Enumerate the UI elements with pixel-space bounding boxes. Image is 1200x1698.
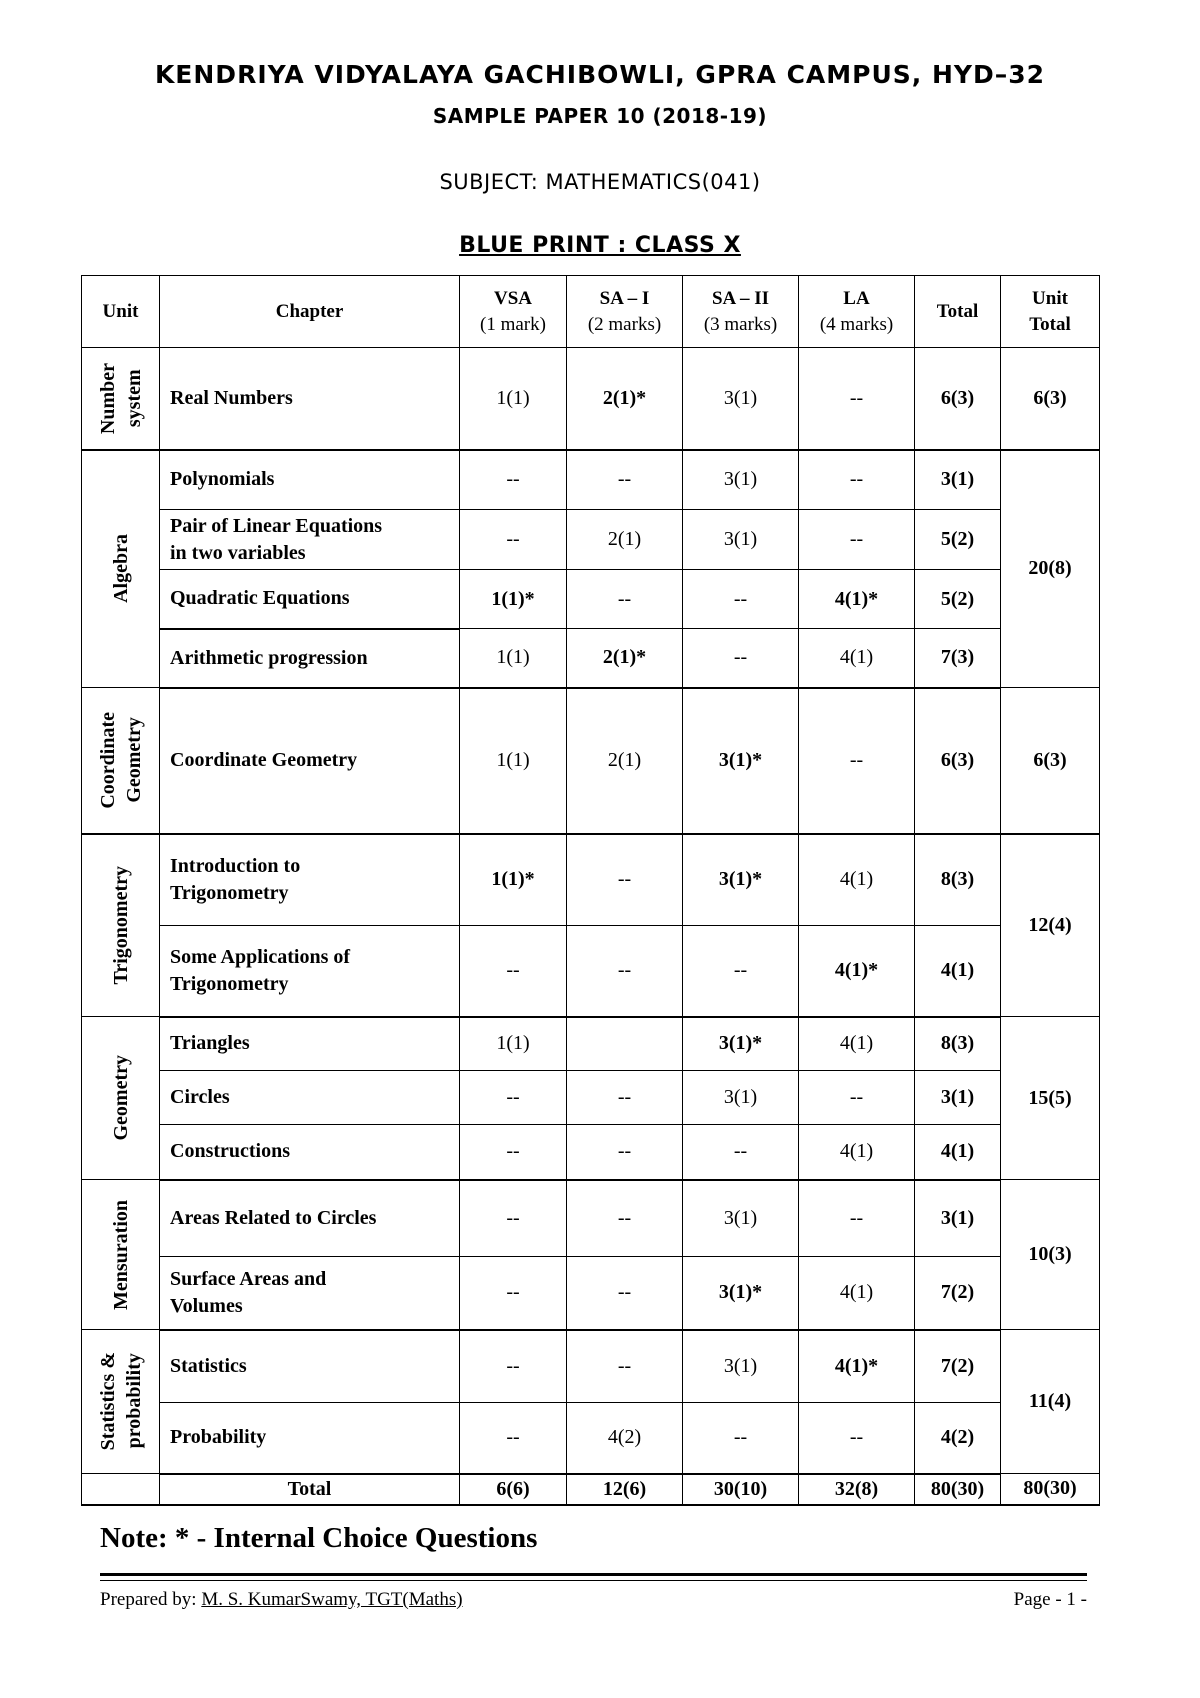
- la-cell: --: [799, 688, 915, 834]
- sa1-cell: --: [567, 926, 683, 1017]
- unit-number-system-1: Number: [96, 362, 119, 434]
- chapter-cell: Arithmetic progression: [160, 629, 460, 688]
- vsa-cell: 1(1)*: [460, 570, 567, 629]
- blueprint-table: [81, 275, 1100, 1506]
- vsa-cell: 1(1)*: [460, 834, 567, 926]
- sa1-cell: 2(1)*: [567, 629, 683, 688]
- unit-coordinate-2: Geometry: [122, 717, 145, 803]
- vsa-cell: 1(1): [460, 629, 567, 688]
- total-cell: 5(2): [915, 570, 1001, 629]
- unit-total-cell: 6(3): [1001, 688, 1100, 834]
- table-row: [82, 1180, 1100, 1257]
- unit-coordinate-geometry: [82, 688, 160, 834]
- la-cell: --: [799, 450, 915, 510]
- chapter-cell: Areas Related to Circles: [160, 1180, 460, 1257]
- sa1-cell: --: [567, 570, 683, 629]
- table-row: [82, 1257, 1100, 1330]
- header-sa1-sub: (2 marks): [587, 313, 662, 335]
- note: Note: * - Internal Choice Questions: [100, 1522, 538, 1554]
- total-cell: 4(1): [915, 926, 1001, 1017]
- vsa-cell: --: [460, 1180, 567, 1257]
- school-name: KENDRIYA VIDYALAYA GACHIBOWLI, GPRA CAMPUS, HYD–32: [154, 60, 1046, 89]
- unit-total-cell: 11(4): [1001, 1330, 1100, 1474]
- sa1-cell: --: [567, 1330, 683, 1403]
- chapter-cell: [160, 834, 460, 926]
- header-unit-total: [1001, 276, 1100, 348]
- header-chapter: Chapter: [160, 276, 460, 348]
- header-sa2-label: SA – II: [711, 287, 770, 309]
- unit-statistics-2: probability: [122, 1353, 145, 1450]
- la-cell: --: [799, 348, 915, 450]
- table-row: [82, 1125, 1100, 1180]
- sa2-cell: 3(1): [683, 348, 799, 450]
- table-header-row: [82, 276, 1100, 348]
- sa2-cell: --: [683, 629, 799, 688]
- table-row: [82, 1017, 1100, 1071]
- total-row-sa1: 12(6): [567, 1474, 683, 1505]
- sa2-cell: 3(1): [683, 1180, 799, 1257]
- total-row-unit: [82, 1474, 160, 1505]
- total-row-la: 32(8): [799, 1474, 915, 1505]
- chapter-cell: [160, 926, 460, 1017]
- chapter-cell: Statistics: [160, 1330, 460, 1403]
- header-la-label: LA: [843, 287, 870, 309]
- table-row: [82, 510, 1100, 570]
- table-row: [82, 1071, 1100, 1125]
- unit-total-cell: 10(3): [1001, 1180, 1100, 1330]
- chapter-line-2: Volumes: [170, 1294, 243, 1317]
- chapter-cell: Real Numbers: [160, 348, 460, 450]
- table-row: [82, 450, 1100, 510]
- sa1-cell: 2(1): [567, 688, 683, 834]
- header-unit-total-1: Unit: [1032, 287, 1068, 309]
- total-cell: 7(2): [915, 1257, 1001, 1330]
- total-cell: 6(3): [915, 688, 1001, 834]
- total-cell: 3(1): [915, 1071, 1001, 1125]
- table-row: [82, 688, 1100, 834]
- header-vsa-label: VSA: [493, 287, 532, 309]
- chapter-line-2: Trigonometry: [170, 972, 289, 995]
- total-cell: 4(1): [915, 1125, 1001, 1180]
- total-row-unit-total: 80(30): [1001, 1474, 1100, 1505]
- chapter-line-1: Introduction to: [170, 854, 301, 877]
- sa1-cell: --: [567, 1125, 683, 1180]
- la-cell: 4(1): [799, 1125, 915, 1180]
- la-cell: --: [799, 1180, 915, 1257]
- sa2-cell: --: [683, 1125, 799, 1180]
- vsa-cell: --: [460, 1125, 567, 1180]
- la-cell: 4(1)*: [799, 570, 915, 629]
- footer: [100, 1589, 1087, 1611]
- total-cell: 3(1): [915, 450, 1001, 510]
- sa2-cell: --: [683, 1403, 799, 1474]
- chapter-cell: Circles: [160, 1071, 460, 1125]
- total-cell: 7(3): [915, 629, 1001, 688]
- table-row: [82, 1403, 1100, 1474]
- total-cell: 8(3): [915, 1017, 1001, 1071]
- sa1-cell: --: [567, 1180, 683, 1257]
- chapter-cell: [160, 510, 460, 570]
- unit-coordinate-1: Coordinate: [96, 711, 119, 809]
- sa1-cell: 4(2): [567, 1403, 683, 1474]
- chapter-line-1: Surface Areas and: [170, 1267, 327, 1290]
- table-row: [82, 348, 1100, 450]
- unit-total-cell: 6(3): [1001, 348, 1100, 450]
- total-cell: 8(3): [915, 834, 1001, 926]
- unit-geometry: [82, 1017, 160, 1180]
- header-total: Total: [915, 276, 1001, 348]
- footer-divider-thin: [100, 1580, 1087, 1581]
- unit-number-system-2: system: [122, 369, 145, 428]
- la-cell: --: [799, 1071, 915, 1125]
- unit-mensuration-label: Mensuration: [109, 1199, 132, 1310]
- unit-total-cell: 12(4): [1001, 834, 1100, 1017]
- sa1-cell: --: [567, 1257, 683, 1330]
- unit-mensuration: [82, 1180, 160, 1330]
- total-cell: 7(2): [915, 1330, 1001, 1403]
- total-row-vsa: 6(6): [460, 1474, 567, 1505]
- vsa-cell: 1(1): [460, 348, 567, 450]
- header-unit: Unit: [82, 276, 160, 348]
- sa2-cell: --: [683, 570, 799, 629]
- paper-title: SAMPLE PAPER 10 (2018-19): [432, 104, 768, 128]
- chapter-cell: Constructions: [160, 1125, 460, 1180]
- chapter-line-1: Some Applications of: [170, 945, 351, 968]
- la-cell: --: [799, 1403, 915, 1474]
- la-cell: 4(1): [799, 1257, 915, 1330]
- unit-trigonometry-label: Trigonometry: [109, 866, 132, 985]
- sa2-cell: --: [683, 926, 799, 1017]
- chapter-cell: Polynomials: [160, 450, 460, 510]
- unit-algebra-label: Algebra: [109, 534, 132, 604]
- header-sa1: [567, 276, 683, 348]
- total-cell: 5(2): [915, 510, 1001, 570]
- table-row: [82, 570, 1100, 629]
- unit-trigonometry: [82, 834, 160, 1017]
- header-sa2: [683, 276, 799, 348]
- chapter-cell: Triangles: [160, 1017, 460, 1071]
- sa2-cell: 3(1): [683, 450, 799, 510]
- vsa-cell: 1(1): [460, 688, 567, 834]
- subject-title: SUBJECT: MATHEMATICS(041): [439, 170, 761, 194]
- sa1-cell: [567, 1017, 683, 1071]
- total-row-sa2: 30(10): [683, 1474, 799, 1505]
- unit-total-cell: 15(5): [1001, 1017, 1100, 1180]
- vsa-cell: --: [460, 1330, 567, 1403]
- header-sa2-sub: (3 marks): [703, 313, 778, 335]
- la-cell: 4(1): [799, 834, 915, 926]
- total-cell: 6(3): [915, 348, 1001, 450]
- la-cell: 4(1): [799, 629, 915, 688]
- vsa-cell: --: [460, 1403, 567, 1474]
- header-unit-total-2: Total: [1029, 313, 1071, 335]
- vsa-cell: --: [460, 450, 567, 510]
- vsa-cell: 1(1): [460, 1017, 567, 1071]
- table-row: [82, 926, 1100, 1017]
- table-row: [82, 834, 1100, 926]
- header-la: [799, 276, 915, 348]
- chapter-cell: Probability: [160, 1403, 460, 1474]
- header-la-sub: (4 marks): [819, 313, 894, 335]
- la-cell: 4(1): [799, 1017, 915, 1071]
- sa2-cell: 3(1)*: [683, 1017, 799, 1071]
- header-vsa: [460, 276, 567, 348]
- sa1-cell: --: [567, 450, 683, 510]
- sa1-cell: --: [567, 1071, 683, 1125]
- sa1-cell: 2(1)*: [567, 348, 683, 450]
- chapter-cell: Coordinate Geometry: [160, 688, 460, 834]
- prepared-by-label: Prepared by:: [100, 1589, 202, 1610]
- sa2-cell: 3(1): [683, 1330, 799, 1403]
- unit-geometry-label: Geometry: [109, 1055, 132, 1141]
- sa2-cell: 3(1): [683, 1071, 799, 1125]
- total-cell: 3(1): [915, 1180, 1001, 1257]
- unit-number-system: [82, 348, 160, 450]
- table-row: [82, 629, 1100, 688]
- header-vsa-sub: (1 mark): [480, 313, 546, 335]
- la-cell: --: [799, 510, 915, 570]
- table-row: [82, 1330, 1100, 1403]
- vsa-cell: --: [460, 510, 567, 570]
- la-cell: 4(1)*: [799, 1330, 915, 1403]
- total-cell: 4(2): [915, 1403, 1001, 1474]
- sa2-cell: 3(1): [683, 510, 799, 570]
- chapter-cell: [160, 1257, 460, 1330]
- unit-statistics: [82, 1330, 160, 1474]
- sa2-cell: 3(1)*: [683, 1257, 799, 1330]
- unit-total-cell: 20(8): [1001, 450, 1100, 688]
- page-number: Page - 1 -: [1013, 1589, 1087, 1610]
- la-cell: 4(1)*: [799, 926, 915, 1017]
- total-row-label: Total: [160, 1474, 460, 1505]
- chapter-cell: Quadratic Equations: [160, 570, 460, 629]
- header-sa1-label: SA – I: [599, 287, 650, 309]
- sa2-cell: 3(1)*: [683, 688, 799, 834]
- vsa-cell: --: [460, 926, 567, 1017]
- chapter-line-2: in two variables: [170, 541, 306, 564]
- total-row: [82, 1474, 1100, 1505]
- footer-divider: [100, 1573, 1087, 1576]
- prepared-by-name: M. S. KumarSwamy, TGT(Maths): [201, 1589, 463, 1610]
- sa2-cell: 3(1)*: [683, 834, 799, 926]
- chapter-line-2: Trigonometry: [170, 881, 289, 904]
- vsa-cell: --: [460, 1071, 567, 1125]
- sa1-cell: 2(1): [567, 510, 683, 570]
- total-row-total: 80(30): [915, 1474, 1001, 1505]
- blueprint-title: BLUE PRINT : CLASS X: [459, 233, 741, 258]
- unit-algebra: [82, 450, 160, 688]
- unit-statistics-1: Statistics &: [96, 1352, 119, 1451]
- chapter-line-1: Pair of Linear Equations: [170, 514, 383, 537]
- sa1-cell: --: [567, 834, 683, 926]
- vsa-cell: --: [460, 1257, 567, 1330]
